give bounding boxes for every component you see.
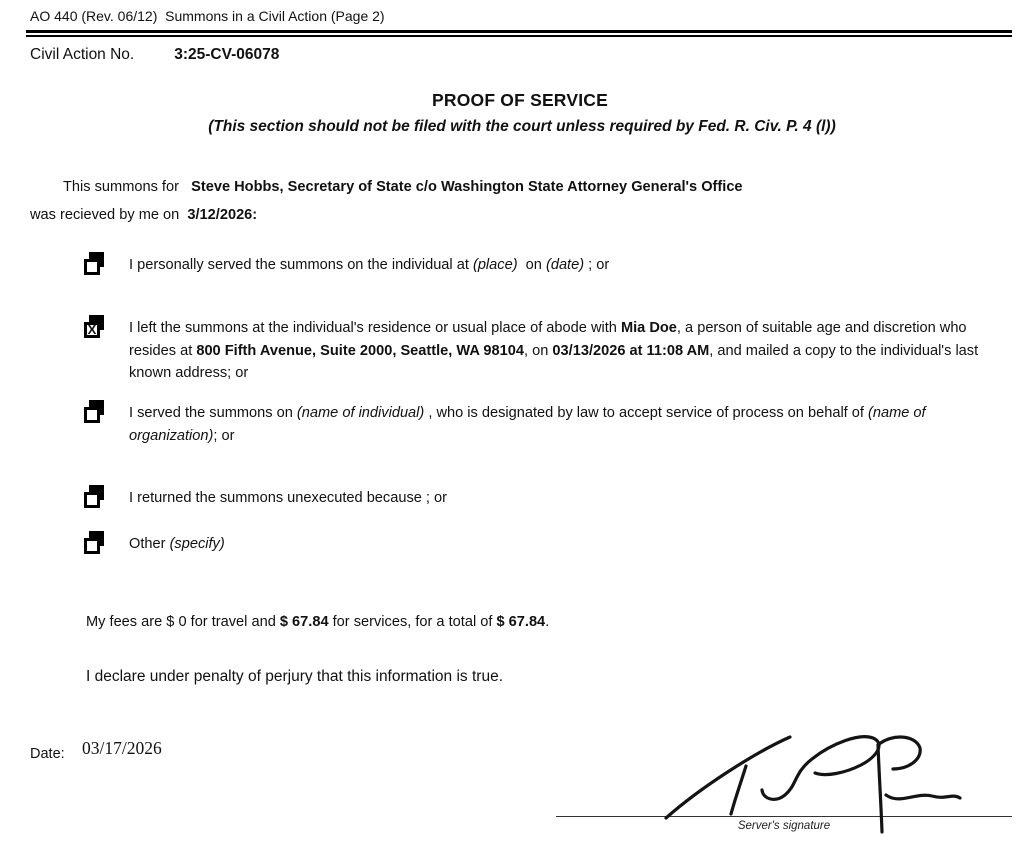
option-row-returned-unexecuted: [84, 487, 1004, 510]
checkbox-personal-service[interactable]: [84, 252, 105, 277]
checkbox-other[interactable]: [84, 531, 105, 556]
checkbox-box: [84, 538, 100, 554]
civil-action-label: Civil Action No.: [30, 46, 135, 63]
option-text-returned-unexecuted: I returned the summons unexecuted because ; or: [129, 490, 448, 506]
civil-action-number: 3:25-CV-06078: [174, 46, 280, 63]
page-subtitle: (This section should not be filed with the court unless required by Fed. R. Civ. P. 4 (l)): [208, 118, 836, 135]
date-value: 03/17/2026: [82, 738, 162, 758]
option-row-served-agent: [84, 402, 1004, 447]
option-row-left-at-residence: [84, 317, 1004, 385]
fees-line: My fees are $ 0 for travel and $ 67.84 for services, for a total of $ 67.84.: [86, 614, 550, 630]
checkbox-mark: X: [87, 322, 97, 338]
checkbox-left-at-residence[interactable]: [84, 315, 105, 340]
option-text-served-agent: I served the summons on (name of individual) , who is designated by law to accept service of process on behalf of (name of organization); or: [129, 405, 934, 444]
option-text-left-at-residence: I left the summons at the individual's residence or usual place of abode with Mia Doe, a person of suitable age and discretion who resides at 800 Fifth Avenue, Suite 2000, Seattle, WA 98104, on 03/13/2026 at 11:08 AM, and mailed a copy to the individual's last known address; or: [129, 320, 983, 381]
double-rule-divider: [26, 30, 1012, 37]
option-text-other: Other (specify): [129, 536, 225, 552]
checkbox-served-agent[interactable]: [84, 400, 105, 425]
option-text-personal-service: I personally served the summons on the individual at (place) on (date) ; or: [129, 257, 610, 273]
checkbox-box: [84, 407, 100, 423]
option-row-personal-service: [84, 254, 1004, 277]
perjury-declaration: I declare under penalty of perjury that this information is true.: [86, 668, 503, 685]
checkbox-box: [84, 492, 100, 508]
form-id-header: AO 440 (Rev. 06/12) Summons in a Civil Action (Page 2): [30, 8, 385, 24]
option-row-other: [84, 533, 1004, 556]
summons-for-line: This summons for Steve Hobbs, Secretary of State c/o Washington State Attorney General's Office: [63, 179, 743, 195]
received-by-line: was recieved by me on 3/12/2026:: [30, 207, 258, 223]
checkbox-box: [84, 259, 100, 275]
signature-line: [556, 816, 1012, 817]
checkbox-returned-unexecuted[interactable]: [84, 485, 105, 510]
page-title: PROOF OF SERVICE: [432, 90, 608, 110]
date-label: Date:: [30, 746, 65, 762]
signature-caption: Server's signature: [737, 820, 831, 832]
checkbox-box: [84, 322, 100, 338]
civil-action-row: [30, 46, 279, 64]
